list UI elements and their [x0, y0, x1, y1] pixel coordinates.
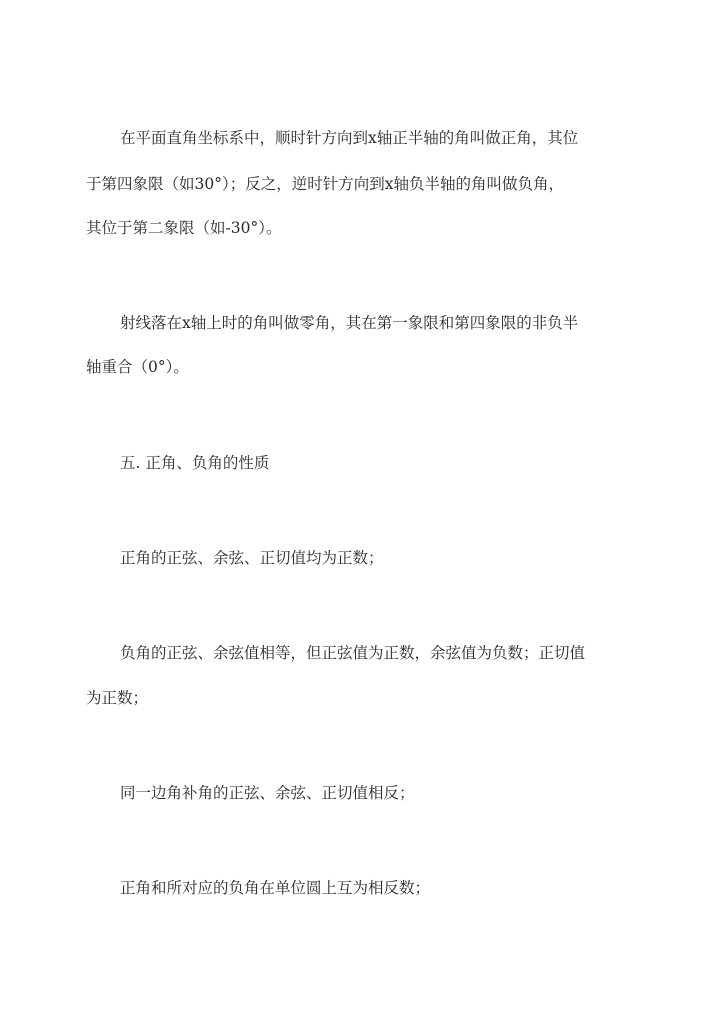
- paragraph-line: 于第四象限（如30°）；反之，逆时针方向到x轴负半轴的角叫做负角，: [86, 175, 564, 193]
- paragraph-line: 同一边角补角的正弦、余弦、正切值相反；: [120, 784, 415, 802]
- paragraph-line: 正角和所对应的负角在单位圆上互为相反数；: [120, 879, 431, 897]
- paragraph-line: 为正数；: [86, 689, 149, 707]
- paragraph-line: 负角的正弦、余弦值相等，但正弦值为正数，余弦值为负数；正切值: [120, 644, 586, 662]
- paragraph-line: 射线落在x轴上时的角叫做零角，其在第一象限和第四象限的非负半: [120, 314, 579, 332]
- section-heading: 五. 正角、负角的性质: [120, 454, 270, 472]
- paragraph-line: 在平面直角坐标系中，顺时针方向到x轴正半轴的角叫做正角，其位: [120, 129, 579, 147]
- paragraph-line: 轴重合（0°）。: [86, 358, 189, 376]
- paragraph-line: 其位于第二象限（如-30°）。: [86, 219, 282, 237]
- paragraph-line: 正角的正弦、余弦、正切值均为正数；: [120, 549, 384, 567]
